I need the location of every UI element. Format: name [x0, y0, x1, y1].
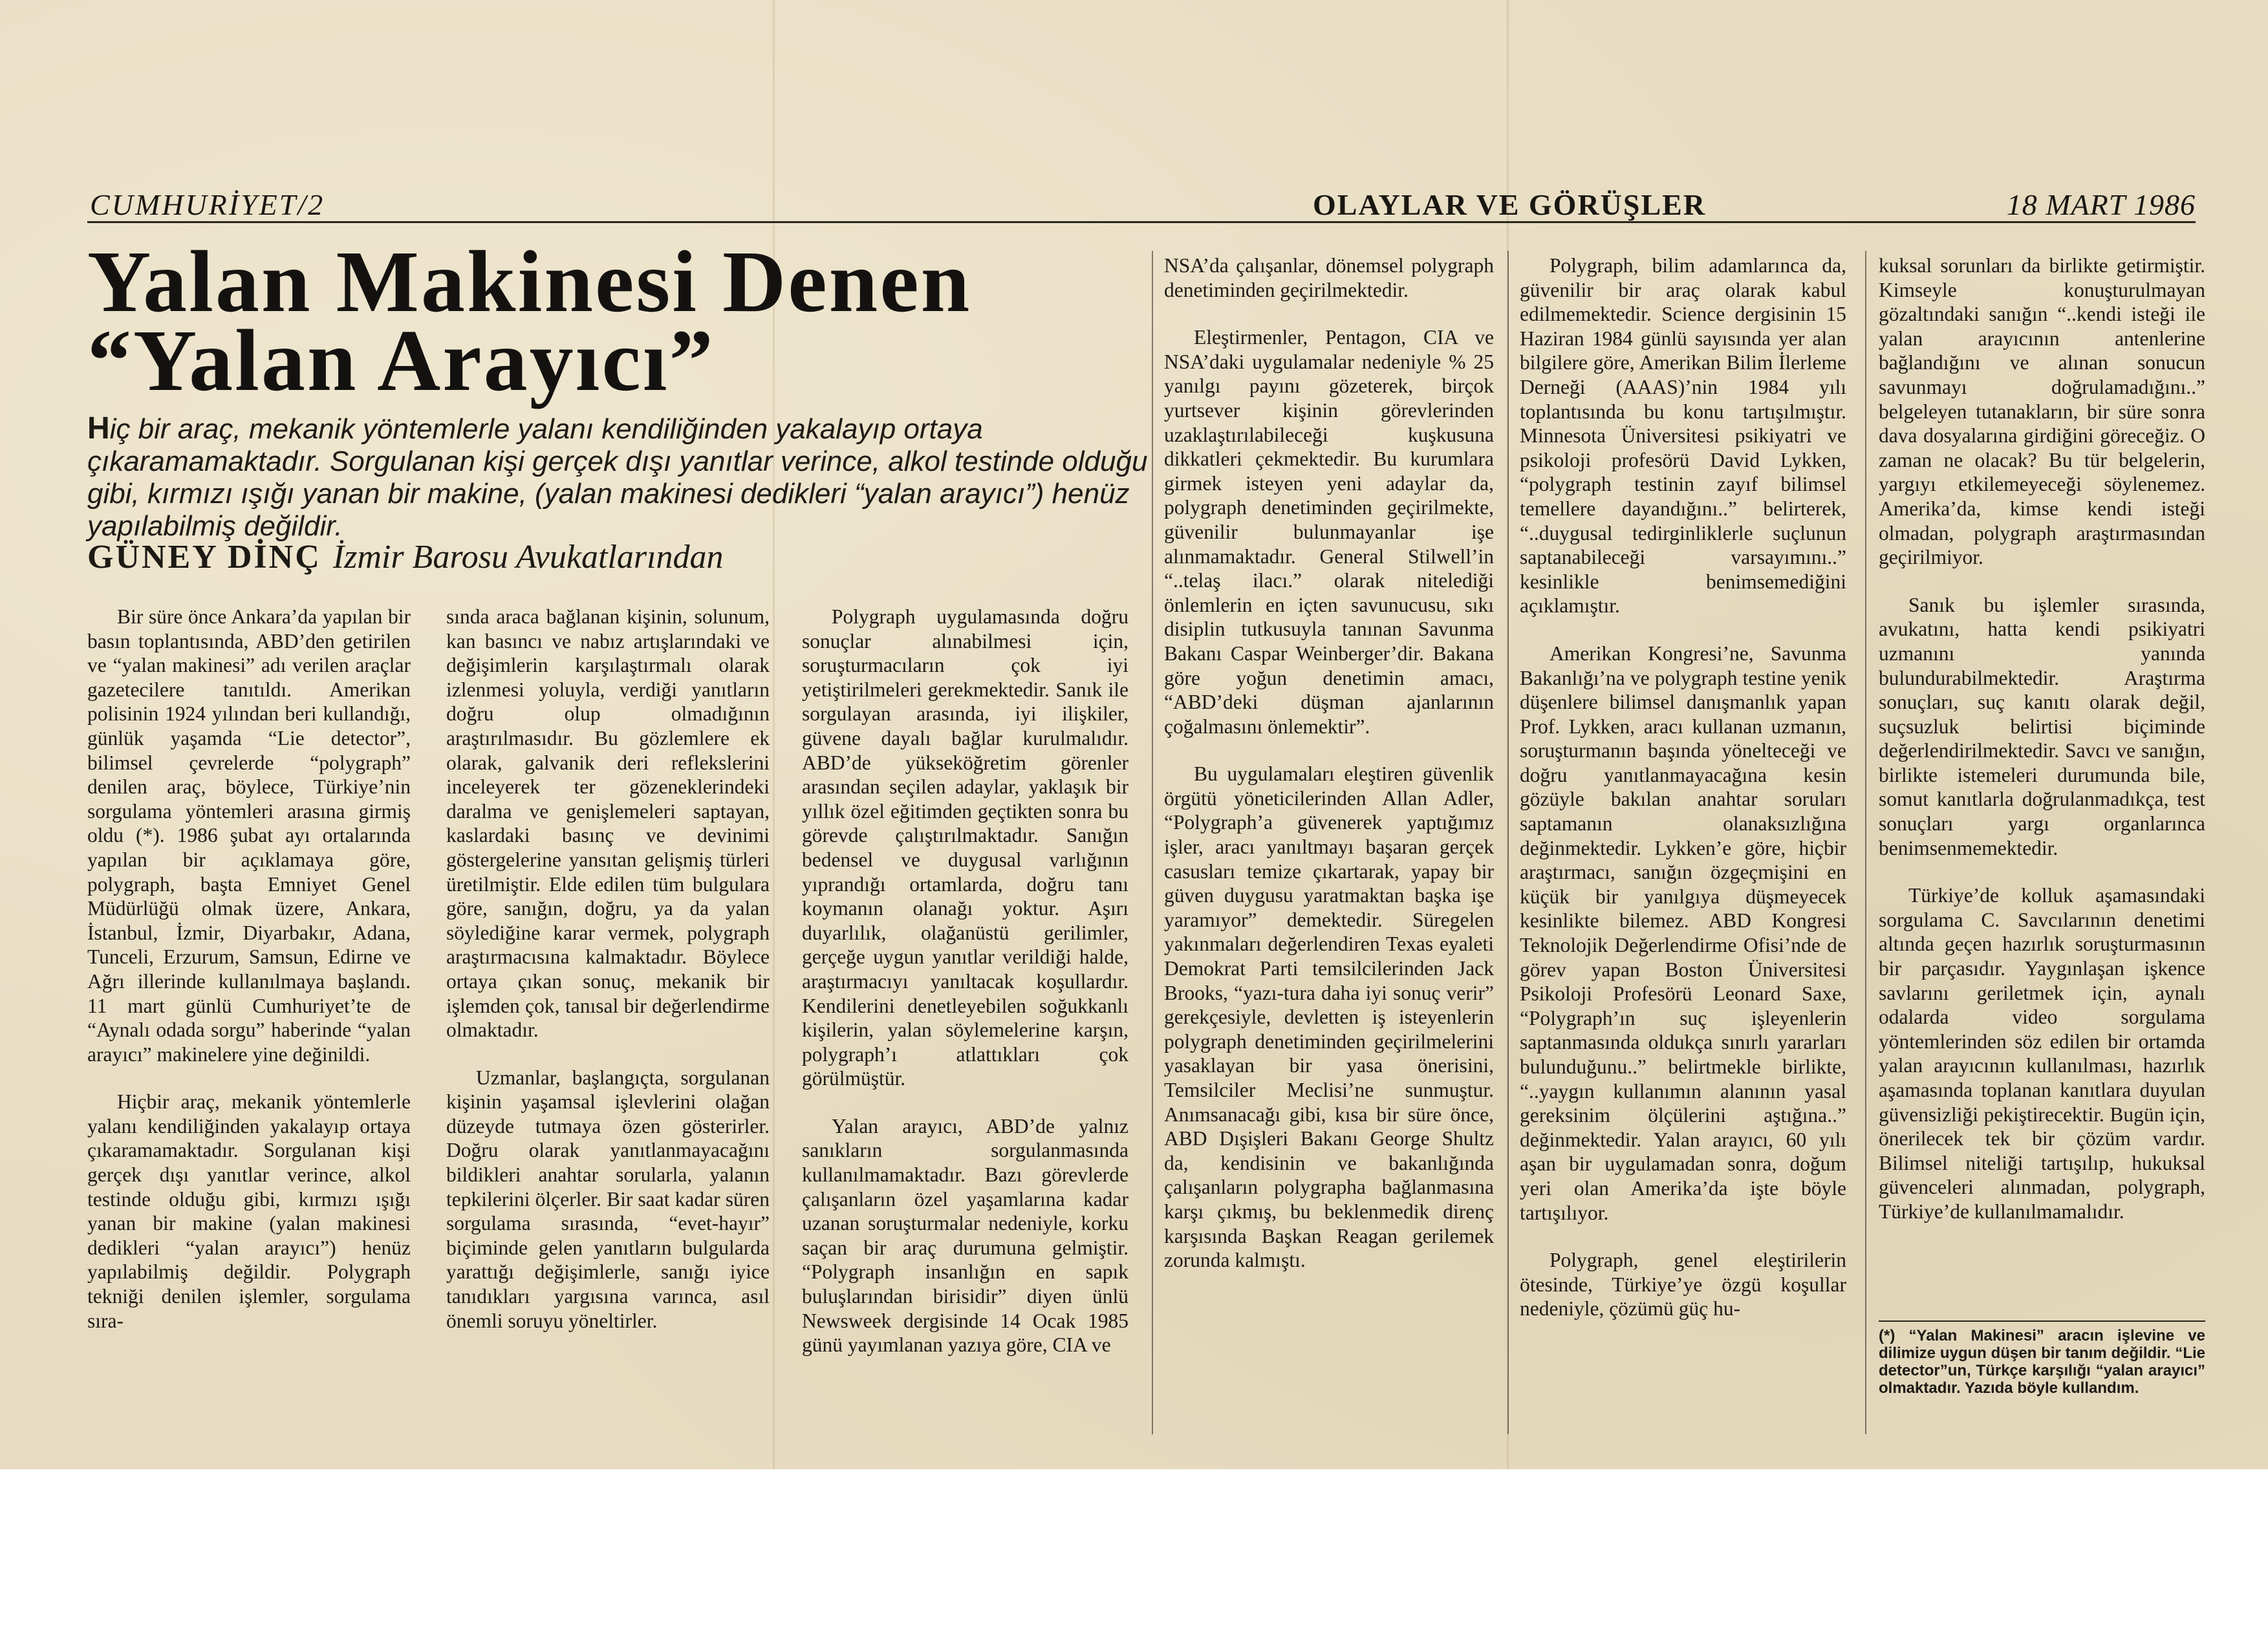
column-rule: [1865, 251, 1866, 1434]
paragraph: Polygraph, genel eleştirilerin ötesinde, Türkiye’ye özgü koşullar nedeniyle, çözümü güç hu-: [1520, 1249, 1846, 1320]
paragraph: Hiçbir araç, mekanik yöntemlerle yalanı kendiliğinden yakalayıp ortaya çıkaramamaktadır. Sorgulanan kişi gerçek dışı yanıtlar verince, alkol testinde olduğu gibi, kırmızı ışığı yanan bir makine (yalan makinesi dedikleri “yalan arayıcı”) henüz yapılabilmiş değildir. Polygraph tekniği denilen işlemler, sorgulama sıra-: [87, 1090, 411, 1332]
paragraph: Yalan arayıcı, ABD’de yalnız sanıkların sorgulanmasında kullanılmamaktadır. Bazı görevlerde çalışanların özel yaşamlarına kadar uzanan soruşturmalar nedeniyle, korku saçan bir araç durumuna gelmiştir. “Polygraph insanlığın en sapık buluşlarından birisidir” diyen ünlü Newsweek dergisinde 14 Ocak 1985 günü yayımlanan yazıya göre, CIA ve: [802, 1114, 1129, 1357]
issue-date: 18 MART 1986: [2006, 188, 2196, 221]
column-rule: [1507, 251, 1509, 1434]
footnote-rule: [1879, 1320, 2205, 1322]
newspaper-name: CUMHURİYET/2: [90, 188, 325, 221]
paragraph: Uzmanlar, başlangıçta, sorgulanan kişinin yaşamsal işlevlerini olağan düzeyde tutmaya özen gösterirler. Doğru olarak yanıtlanmayacağını bildikleri anahtar sorularla, yalanın tepkilerini ölçerler. Bir saat kadar süren sorgulama sırasında, “evet-hayır” biçiminde gelen yanıtların bulgularda yarattığı değişimlerle, sanığı iyice tanıdıkları yargısına varınca, asıl önemli soruyu yöneltirler.: [446, 1066, 770, 1332]
lede-text: iç bir araç, mekanik yöntemlerle yalanı kendiliğinden yakalayıp ortaya çıkaramamaktadır. Sorgulanan kişi gerçek dışı yanıtlar verince, alkol testinde olduğu gibi, kırmızı ışığı yanan bir makine, (yalan makinesi dedikleri “yalan arayıcı”) henüz yapılabilmiş değildir.: [87, 413, 1148, 542]
paragraph: kuksal sorunları da birlikte getirmiştir. Kimseyle konuşturulmayan gözaltındaki sanığın “..kendi isteği ile yalan arayıcının antenlerine bağlandığını ve alınan sonucun savunmayı doğrulamadığını..” belgeleyen tutanakların, bir süre sonra dava dosyalarına girdiğini göreceğiz. O zaman ne olacak? Bu tür belgelerin, yargıyı etkilemeyeceği söylenemez. Amerika’da, kimse kendi isteği olmadan, polygraph araştırmasından geçirilmiyor.: [1879, 254, 2205, 569]
headline-line-2: “Yalan Arayıcı”: [87, 312, 715, 409]
paragraph: Sanık bu işlemler sırasında, avukatını, hatta kendi psikiyatri uzmanını yanında bulundurabilmektedir. Araştırma sonuçları, suç kanıtı olarak değil, suçsuzluk belirtisi biçiminde değerlendirilmektedir. Savcı ve sanığın, birlikte istemeleri durumunda bile, somut kanıtlarla doğrulanmadıkça, test sonuçları yargı organlarınca benimsenmemektedir.: [1879, 593, 2205, 859]
article-column-4: [1164, 253, 1494, 1273]
paragraph: Eleştirmenler, Pentagon, CIA ve NSA’daki uygulamalar nedeniyle % 25 yanılgı payını gözeterek, birçok yurtsever kişinin görevlerinden uzaklaştırılabileceği kuşkusuna dikkatleri çekmektedir. Bu kurumlara girmek isteyen yeni adaylar da, polygraph denetiminden geçirilmekte, güvenilir bulunmayanlar işe alınmamaktadır. General Stilwell’in “..telaş ilacı.” olarak nitelediği önlemlerin en içten savunucusu, sıkı disiplin tutkusuyla tanınan Savunma Bakanı Caspar Weinberger’dir. Bakana göre yoğun denetimin amacı, “ABD’deki düşman ajanlarının çoğalmasını önlemektir”.: [1164, 326, 1494, 738]
article-lede: [87, 413, 1148, 543]
article-column-6: [1879, 253, 2205, 1224]
article-column-3: [802, 605, 1129, 1357]
article-column-1: [87, 605, 411, 1333]
paragraph: Polygraph, bilim adamlarınca da, güvenilir bir araç olarak kabul edilmemektedir. Science dergisinin 15 Haziran 1984 günlü sayısında yer alan bilgilere göre, Amerikan Bilim İlerleme Derneği (AAAS)’nin 1984 yılı toplantısında bu konu tartışılmıştır. Minnesota Üniversitesi psikiyatri ve psikoloji profesörü David Lykken, “polygraph testinin zayıf bilimsel temellere dayandığını..” belirterek, “..duygusal tedirginliklerle suçlunun saptanabileceği varsayımını..” kesinlikle benimsemediğini açıklamıştır.: [1520, 254, 1846, 618]
author-affiliation: İzmir Barosu Avukatlarından: [332, 539, 724, 576]
paragraph: Türkiye’de kolluk aşamasındaki sorgulama C. Savcılarının denetimi altında geçen hazırlık soruşturmasının bir parçasıdır. Yaygınlaşan işkence savlarını geriletmek için, aynalı odalarda video sorgulama yöntemlerinden söz edilen bir ortamda yalan arayıcının kullanılması, hazırlık aşamasında toplanan kanıtlara duyulan güvensizliği pekiştirecektir. Bugün için, önerilecek tek bir çözüm vardır. Bilimsel niteliği tartışılıp, hukuksal güvenceleri alınmadan, polygraph, Türkiye’de kullanılmamalıdır.: [1879, 884, 2205, 1223]
article-column-5: [1520, 253, 1846, 1321]
column-rule: [1152, 251, 1153, 1434]
paragraph: Polygraph uygulamasında doğru sonuçlar alınabilmesi için, soruşturmacıların çok iyi yetiştirilmeleri gerekmektedir. Sanık ile sorgulayan arasında, iyi ilişkiler, güvene dayalı bağlar kurulmalıdır. ABD’de yükseköğretim görenler arasından seçilen adaylar, yaklaşık bir yıllık özel eğitimden geçtikten sonra bu görevde çalıştırılmaktadır. Sanığın bedensel ve duygusal varlığının yıprandığı ortamlarda, doğru tanı koymanın olanağı yoktur. Aşırı duyarlılık, olağanüstü gerilimler, gerçeğe uygun yanıtlar verildiği halde, araştırmacıyı yanıltacak koşullardır. Kendilerini denetleyebilen soğukkanlı kişilerin, yalan söylemelerine karşın, polygraph’ı atlattıkları çok görülmüştür.: [802, 605, 1129, 1090]
paragraph: sında araca bağlanan kişinin, solunum, kan basıncı ve nabız artışlarındaki ve değişimlerin karşılaştırmalı olarak izlenmesi yoluyla, verdiği yanıtların doğru olup olmadığının araştırılmasıdır. Bu gözlemlere ek olarak, galvanik deri reflekslerini inceleyerek ter gözeneklerindeki daralma ve genişlemeleri saptayan, kaslardaki basınç ve devinimi göstergelerine yansıtan gelişmiş türleri üretilmiştir. Elde edilen tüm bulgulara göre, sanığın, doğru, ya da yalan söylediğine karar vermek, polygraph araştırmacısına kalmaktadır. Böylece ortaya çıkan sonuç, mekanik bir işlemden çok, tanısal bir değerlendirme olmaktadır.: [446, 605, 770, 1042]
paragraph: Bu uygulamaları eleştiren güvenlik örgütü yöneticilerinden Allan Adler, “Polygraph’a güvenerek yaptığımız işler, aracı yanıltmayı başaran gerçek casusları temize çıkartarak, yapay bir güven duygusu yaratmaktan başka işe yaramıyor” demektedir. Süregelen yakınmaları değerlendiren Texas eyaleti Demokrat Parti temsilcilerinden Jack Brooks, “yazı-tura daha iyi sonuç verir” gerekçesiyle, devletten iş isteyenlerin polygraph denetiminden geçirilmelerini yasaklayan bir yasa önerisini, Temsilciler Meclisi’ne sunmuştur. Anımsanacağı gibi, kısa bir süre önce, ABD Dışişleri Bakanı George Shultz da, kendisinin ve bakanlığında çalışanların polygrapha bağlanmasına karşı çıkmış, bu beklenmedik direnç karşısında Başkan Reagan gerilemek zorunda kalmıştı.: [1164, 762, 1494, 1272]
author-name: GÜNEY DİNÇ: [87, 539, 321, 576]
section-title: OLAYLAR VE GÖRÜŞLER: [1313, 188, 1707, 221]
article-headline: [87, 233, 1148, 409]
headline-line-1: Yalan Makinesi Denen: [87, 233, 972, 330]
article-column-2: [446, 605, 770, 1333]
lede-dropcap: H: [87, 411, 110, 446]
paragraph: Amerikan Kongresi’ne, Savunma Bakanlığı’na ve polygraph testine yenik düşenlere bilimsel danışmanlık yapan Prof. Lykken, aracı kullanan uzmanın, soruşturmanın başında yönelteceği ve doğru yanıtlanmayacağına kesin gözüyle bakılan anahtar soruları saptamanın olanaksızlığına değinmektedir. Lykken’e göre, hiçbir araştırmacı, sanığın özgeçmişini en küçük bir yanılgıya düşmeyecek kesinlikte bilemez. ABD Kongresi Teknolojik Değerlendirme Ofisi’nde de görev yapan Boston Üniversitesi Psikoloji Profesörü Leonard Saxe, “Polygraph’ın suç işleyenlerin saptanmasında oldukça sınırlı yararları bulunduğunu..” belirtmekle birlikte, “..yaygın kullanımın alanının yasal gereksinim ölçülerini aştığına..” değinmektedir. Yalan arayıcı, 60 yılı aşan bir uygulamadan sonra, doğum yeri olan Amerika’da işte böyle tartışılıyor.: [1520, 641, 1846, 1224]
paragraph: NSA’da çalışanlar, dönemsel polygraph denetiminden geçirilmektedir.: [1164, 254, 1494, 301]
byline: [87, 538, 1148, 577]
page-header: [87, 188, 2196, 223]
footnote: (*) “Yalan Makinesi” aracın işlevine ve dilimize uygun düşen bir tanım değildir. “Lie detector”un, Türkçe karşılığı “yalan arayıcı” olmaktadır. Yazıda böyle kullandım.: [1879, 1327, 2205, 1397]
paragraph: Bir süre önce Ankara’da yapılan bir basın toplantısında, ABD’den getirilen ve “yalan makinesi” adı verilen araçlar gazetecilere tanıtıldı. Amerikan polisinin 1924 yılından beri kullandığı, günlük yaşamda “Lie detector”, bilimsel çevrelerde “polygraph” denilen araç, böylece, Türkiye’nin sorgulama yöntemleri arasına girmiş oldu (*). 1986 şubat ayı ortalarında yapılan bir açıklamaya göre, polygraph, başta Emniyet Genel Müdürlüğü olmak üzere, Ankara, İstanbul, İzmir, Diyarbakır, Adana, Tunceli, Erzurum, Samsun, Edirne ve Ağrı illerinde kullanılmaya başlandı. 11 mart günlü Cumhuriyet’te de “Aynalı odada sorgu” haberinde “yalan arayıcı” makinelere yine değinildi.: [87, 605, 411, 1066]
